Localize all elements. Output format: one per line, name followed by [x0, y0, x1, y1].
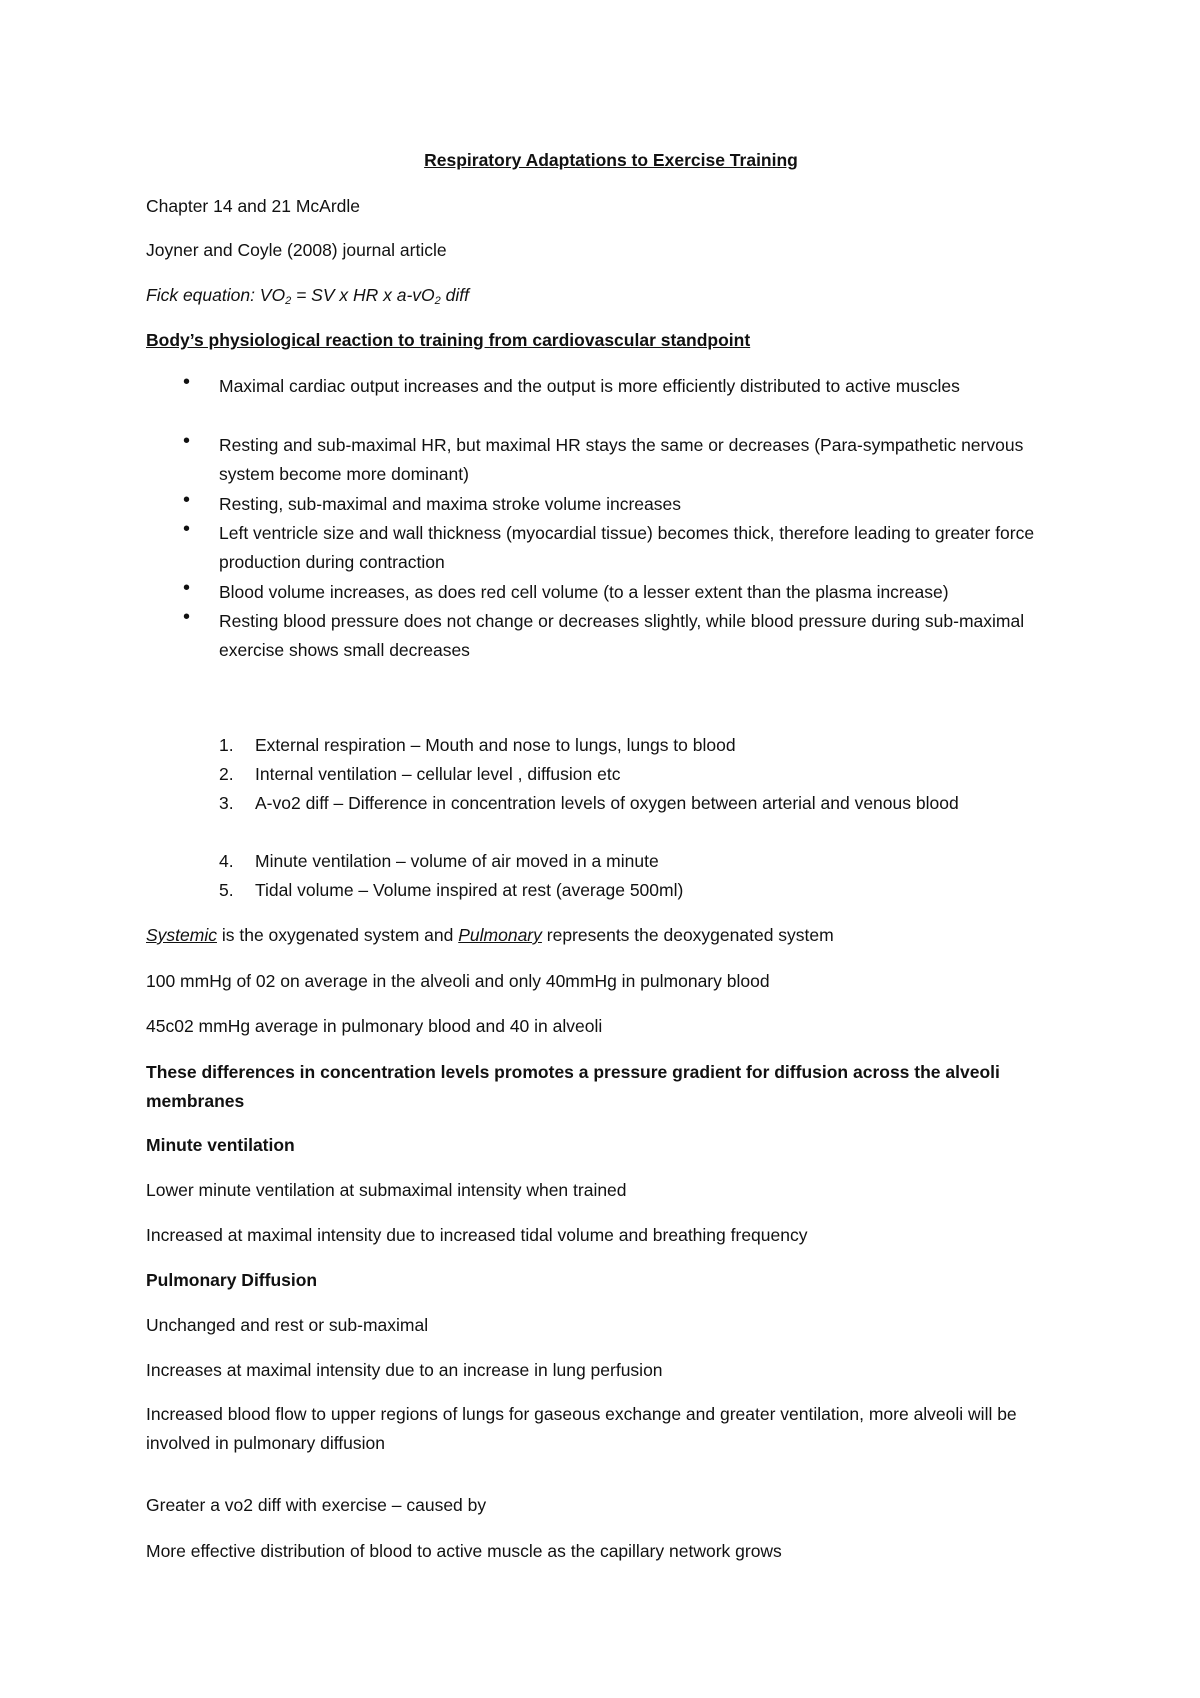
bullet-dot-icon: • — [183, 577, 191, 599]
item-text: Internal ventilation – cellular level , diffusion etc — [255, 764, 621, 784]
item-number: 4. — [219, 851, 234, 871]
item-text: Tidal volume – Volume inspired at rest (average 500ml) — [255, 880, 684, 900]
item-number: 3. — [219, 793, 234, 813]
pulmonary-word: Pulmonary — [458, 925, 542, 945]
bullet-text: Left ventricle size and wall thickness (myocardial tissue) becomes thick, therefore leading to greater force production during contraction — [219, 523, 1035, 572]
item-text: External respiration – Mouth and nose to lungs, lungs to blood — [255, 735, 736, 755]
bullet-dot-icon: • — [183, 518, 191, 540]
bullet-dot-icon: • — [183, 489, 191, 511]
bullet-dot-icon: • — [183, 606, 191, 628]
pulmonary-diffusion-point-3: Increased blood flow to upper regions of lungs for gaseous exchange and greater ventilation, more alveoli will be involved in pulmonary diffusion — [146, 1404, 1017, 1453]
o2-paragraph: 100 mmHg of 02 on average in the alveoli and only 40mmHg in pulmonary blood — [146, 971, 770, 991]
fick-mid: = SV x HR x a-vO — [291, 285, 435, 305]
fick-sub-1: 2 — [285, 295, 292, 307]
bullet-text: Resting and sub-maximal HR, but maximal HR stays the same or decreases (Para-sympathetic nervous system become more dominant) — [219, 435, 1024, 484]
item-number: 5. — [219, 880, 234, 900]
minute-ventilation-point-1: Lower minute ventilation at submaximal intensity when trained — [146, 1180, 627, 1200]
co2-paragraph: 45c02 mmHg average in pulmonary blood and 40 in alveoli — [146, 1016, 603, 1036]
bullet-dot-icon: • — [183, 371, 191, 393]
avo2-paragraph: Greater a vo2 diff with exercise – caused by — [146, 1495, 487, 1515]
minute-ventilation-point-2: Increased at maximal intensity due to increased tidal volume and breathing frequency — [146, 1225, 808, 1245]
minute-ventilation-heading: Minute ventilation — [146, 1135, 295, 1155]
reference-article: Joyner and Coyle (2008) journal article — [146, 240, 447, 260]
fick-sub-2: 2 — [434, 295, 441, 307]
document-title: Respiratory Adaptations to Exercise Training — [424, 150, 798, 170]
bullet-text: Resting blood pressure does not change or decreases slightly, while blood pressure during sub-maximal exercise shows small decreases — [219, 611, 1025, 660]
fick-equation — [146, 283, 469, 313]
item-number: 2. — [219, 764, 234, 784]
capillary-paragraph: More effective distribution of blood to active muscle as the capillary network grows — [146, 1541, 782, 1561]
pulmonary-diffusion-heading: Pulmonary Diffusion — [146, 1270, 318, 1290]
pulmonary-diffusion-point-1: Unchanged and rest or sub-maximal — [146, 1315, 429, 1335]
bullet-text: Blood volume increases, as does red cell volume (to a lesser extent than the plasma increase) — [219, 582, 949, 602]
systemic-mid: is the oxygenated system and — [216, 925, 459, 945]
pulmonary-diffusion-point-2: Increases at maximal intensity due to an increase in lung perfusion — [146, 1360, 663, 1380]
item-text: Minute ventilation – volume of air moved in a minute — [255, 851, 659, 871]
gradient-statement: These differences in concentration levels promotes a pressure gradient for diffusion across the alveoli membranes — [146, 1062, 1000, 1111]
bullet-text: Maximal cardiac output increases and the output is more efficiently distributed to active muscles — [219, 376, 960, 396]
cardio-heading: Body’s physiological reaction to training from cardiovascular standpoint — [146, 330, 751, 350]
bullet-dot-icon: • — [183, 430, 191, 452]
fick-suffix: diff — [440, 285, 470, 305]
item-number: 1. — [219, 735, 234, 755]
fick-prefix: Fick equation: VO — [146, 285, 286, 305]
reference-chapter: Chapter 14 and 21 McArdle — [146, 196, 361, 216]
systemic-paragraph — [146, 923, 834, 947]
systemic-end: represents the deoxygenated system — [541, 925, 834, 945]
item-text: A-vo2 diff – Difference in concentration levels of oxygen between arterial and venous blood — [255, 793, 959, 813]
systemic-word: Systemic — [146, 925, 217, 945]
bullet-text: Resting, sub-maximal and maxima stroke volume increases — [219, 494, 681, 514]
